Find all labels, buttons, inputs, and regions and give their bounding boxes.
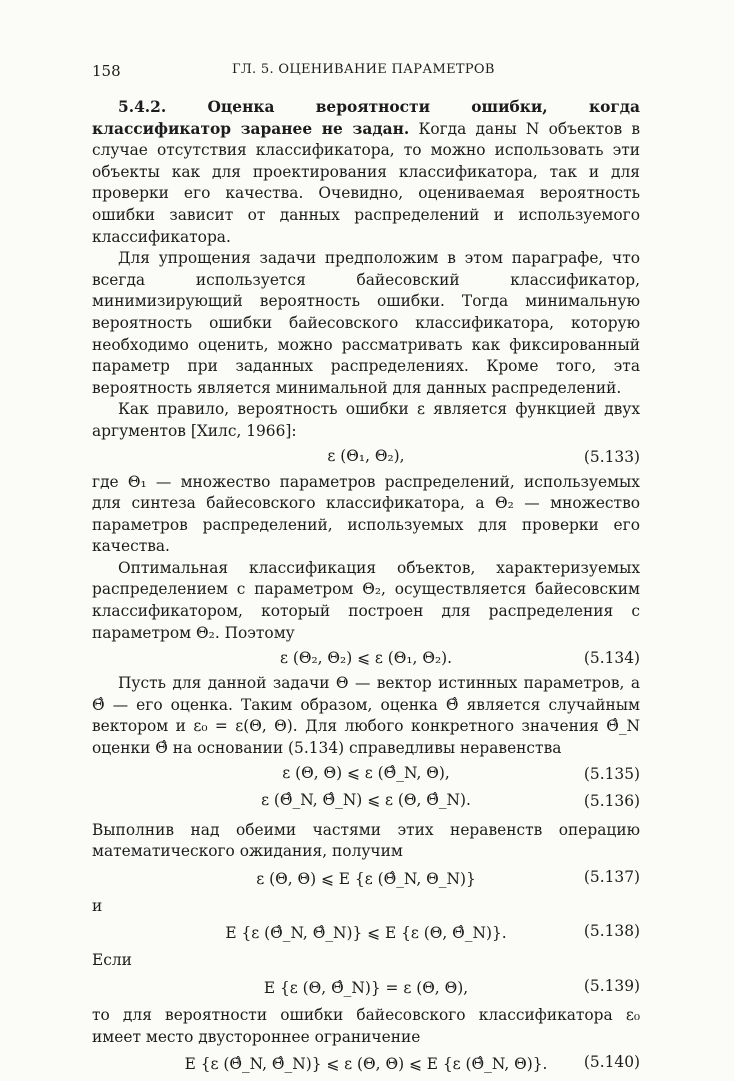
page-body	[92, 97, 640, 1081]
equation-expression: E {ε (Θ̂_N, Θ̂_N)} ⩽ E {ε (Θ, Θ̂_N)}.	[225, 924, 507, 943]
running-head: ГЛ. 5. ОЦЕНИВАНИЕ ПАРАМЕТРОВ	[232, 62, 495, 77]
equation-number: (5.134)	[583, 649, 640, 668]
equation-5-138	[92, 919, 640, 948]
paragraph-two-sided-bound: то для вероятности ошибки байесовского классификатора ε₀ имеет место двустороннее ограничение	[92, 1006, 640, 1046]
equation-expression: ε (Θ₂, Θ₂) ⩽ ε (Θ₁, Θ₂).	[279, 648, 453, 667]
equation-number: (5.139)	[583, 977, 640, 995]
equation-5-136	[92, 789, 640, 814]
equation-expression: ε (Θ, Θ) ⩽ E {ε (Θ̂_N, Θ_N)}	[256, 869, 476, 888]
word-and: и	[92, 896, 103, 915]
equation-number: (5.136)	[583, 791, 640, 810]
equation-5-140	[92, 1050, 640, 1079]
section-intro: Когда даны N объектов в случае отсутствия классификатора, то можно использовать эти объекты как для проектирования классификатора, так и для проверки его качества. Очевидно, оцениваемая вероятность ошибки зависит от данных распределений и используемого классификатора.	[92, 119, 641, 246]
equation-number: (5.138)	[583, 922, 640, 941]
equation-number: (5.133)	[583, 447, 640, 466]
equation-5-133	[92, 445, 640, 470]
equation-5-137	[92, 865, 640, 894]
equation-expression: ε (Θ₁, Θ₂),	[327, 447, 405, 466]
section-title: 5.4.2. Оценка вероятности ошибки, когда классификатор заранее не задан.	[92, 98, 640, 138]
equation-expression: ε (Θ̂_N, Θ̂_N) ⩽ ε (Θ, Θ̂_N).	[261, 791, 471, 810]
page-number: 158	[92, 62, 121, 80]
equation-expression: E {ε (Θ, Θ̂_N)} = ε (Θ, Θ),	[263, 978, 469, 997]
paragraph-theta-definitions: где Θ₁ — множество параметров распределений, используемых для синтеза байесовского классификатора, а Θ₂ — множество параметров распределений, используемых для проверки его качества.	[92, 472, 640, 556]
equation-5-134	[92, 646, 640, 671]
equation-5-139	[92, 974, 640, 1003]
word-if: Если	[92, 951, 132, 970]
equation-number: (5.137)	[583, 867, 640, 886]
equation-number: (5.140)	[583, 1053, 640, 1072]
equation-number: (5.135)	[583, 764, 640, 783]
equation-5-135	[92, 762, 640, 787]
equation-expression: E {ε (Θ̂_N, Θ̂_N)} ⩽ ε (Θ, Θ) ⩽ E {ε (Θ̂_N, Θ)}.	[184, 1054, 548, 1073]
equation-expression: ε (Θ, Θ) ⩽ ε (Θ̂_N, Θ),	[282, 764, 450, 783]
paragraph-error-function: Как правило, вероятность ошибки ε является функцией двух аргументов [Хилс, 1966]:	[92, 400, 640, 440]
paragraph-bayes-assumption: Для упрощения задачи предположим в этом параграфе, что всегда используется байесовский классификатор, минимизирующий вероятность ошибки. Тогда минимальную вероятность ошибки байесовского классификатора, которую необходимо оценить, можно рассматривать как фиксированный параметр при заданных распределениях. Кроме того, эта вероятность является минимальной для данных распределений.	[92, 249, 640, 397]
section-paragraph	[92, 97, 640, 248]
paragraph-expectation: Выполнив над обеими частями этих неравенств операцию математического ожидания, получим	[92, 820, 640, 861]
paragraph-true-parameters: Пусть для данной задачи Θ — вектор истинных параметров, а Θ̂ — его оценка. Таким образом, оценка Θ̂ является случайным вектором и ε₀ = ε(Θ, Θ). Для любого конкретного значения Θ̂_N оценки Θ̂ на основании (5.134) справедливы неравенства	[92, 674, 640, 758]
paragraph-optimal-classification: Оптимальная классификация объектов, характеризуемых распределением с параметром Θ₂, осуществляется байесовским классификатором, который построен для распределения с параметром Θ₂. Поэтому	[92, 558, 640, 642]
